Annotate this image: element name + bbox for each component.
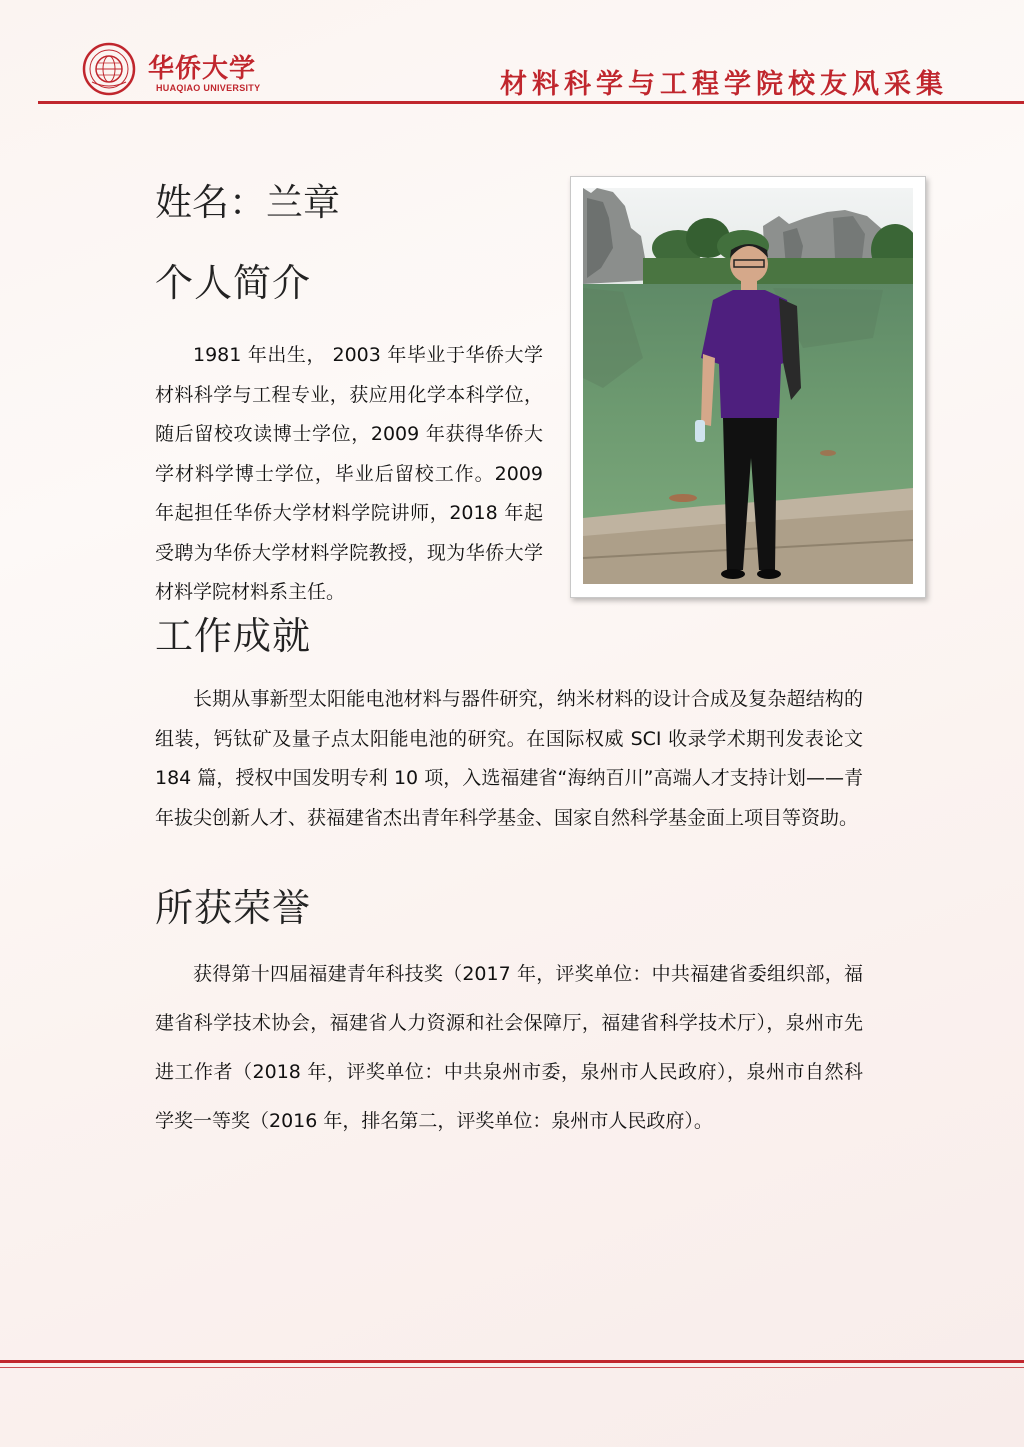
university-seal-icon	[82, 42, 136, 96]
name-heading: 姓名：兰章	[155, 181, 340, 224]
footer-divider-thin	[0, 1367, 1024, 1368]
portrait-photo	[583, 188, 913, 584]
header-title: 材料科学与工程学院校友风采集	[500, 69, 948, 100]
page-header	[0, 0, 1024, 108]
university-logo-english: HUAQIAO UNIVERSITY	[156, 83, 261, 93]
portrait-photo-frame	[570, 176, 926, 598]
honors-paragraph: 获得第十四届福建青年科技奖（2017 年，评奖单位：中共福建省委组织部，福建省科学技术协会，福建省人力资源和社会保障厅，福建省科学技术厅），泉州市先进工作者（2018 年，评奖单位：中共泉州市委，泉州市人民政府），泉州市自然科学奖一等奖（2016 年，排名第二，评奖单位：泉州市人民政府）。	[155, 963, 863, 1132]
intro-heading: 个人简介	[155, 261, 312, 305]
work-heading: 工作成就	[155, 614, 312, 658]
honors-heading: 所获荣誉	[155, 886, 312, 930]
university-logo-text: 华侨大学	[148, 54, 257, 84]
intro-paragraph: 1981 年出生， 2003 年毕业于华侨大学材料科学与工程专业，获应用化学本科学位，随后留校攻读博士学位，2009 年获得华侨大学材料学博士学位，毕业后留校工作。2009 年起担任华侨大学材料学院讲师，2018 年起受聘为华侨大学材料学院教授，现为华侨大学材料学院材料系主任。	[155, 344, 543, 603]
work-paragraph: 长期从事新型太阳能电池材料与器件研究，纳米材料的设计合成及复杂超结构的组装，钙钛矿及量子点太阳能电池的研究。在国际权威 SCI 收录学术期刊发表论文 184 篇，授权中国发明专利 10 项，入选福建省“海纳百川”高端人才支持计划——青年拔尖创新人才、获福建省杰出青年科学基金、国家自然科学基金面上项目等资助。	[155, 688, 863, 829]
footer-divider	[0, 1360, 1024, 1363]
header-divider	[38, 101, 1024, 104]
